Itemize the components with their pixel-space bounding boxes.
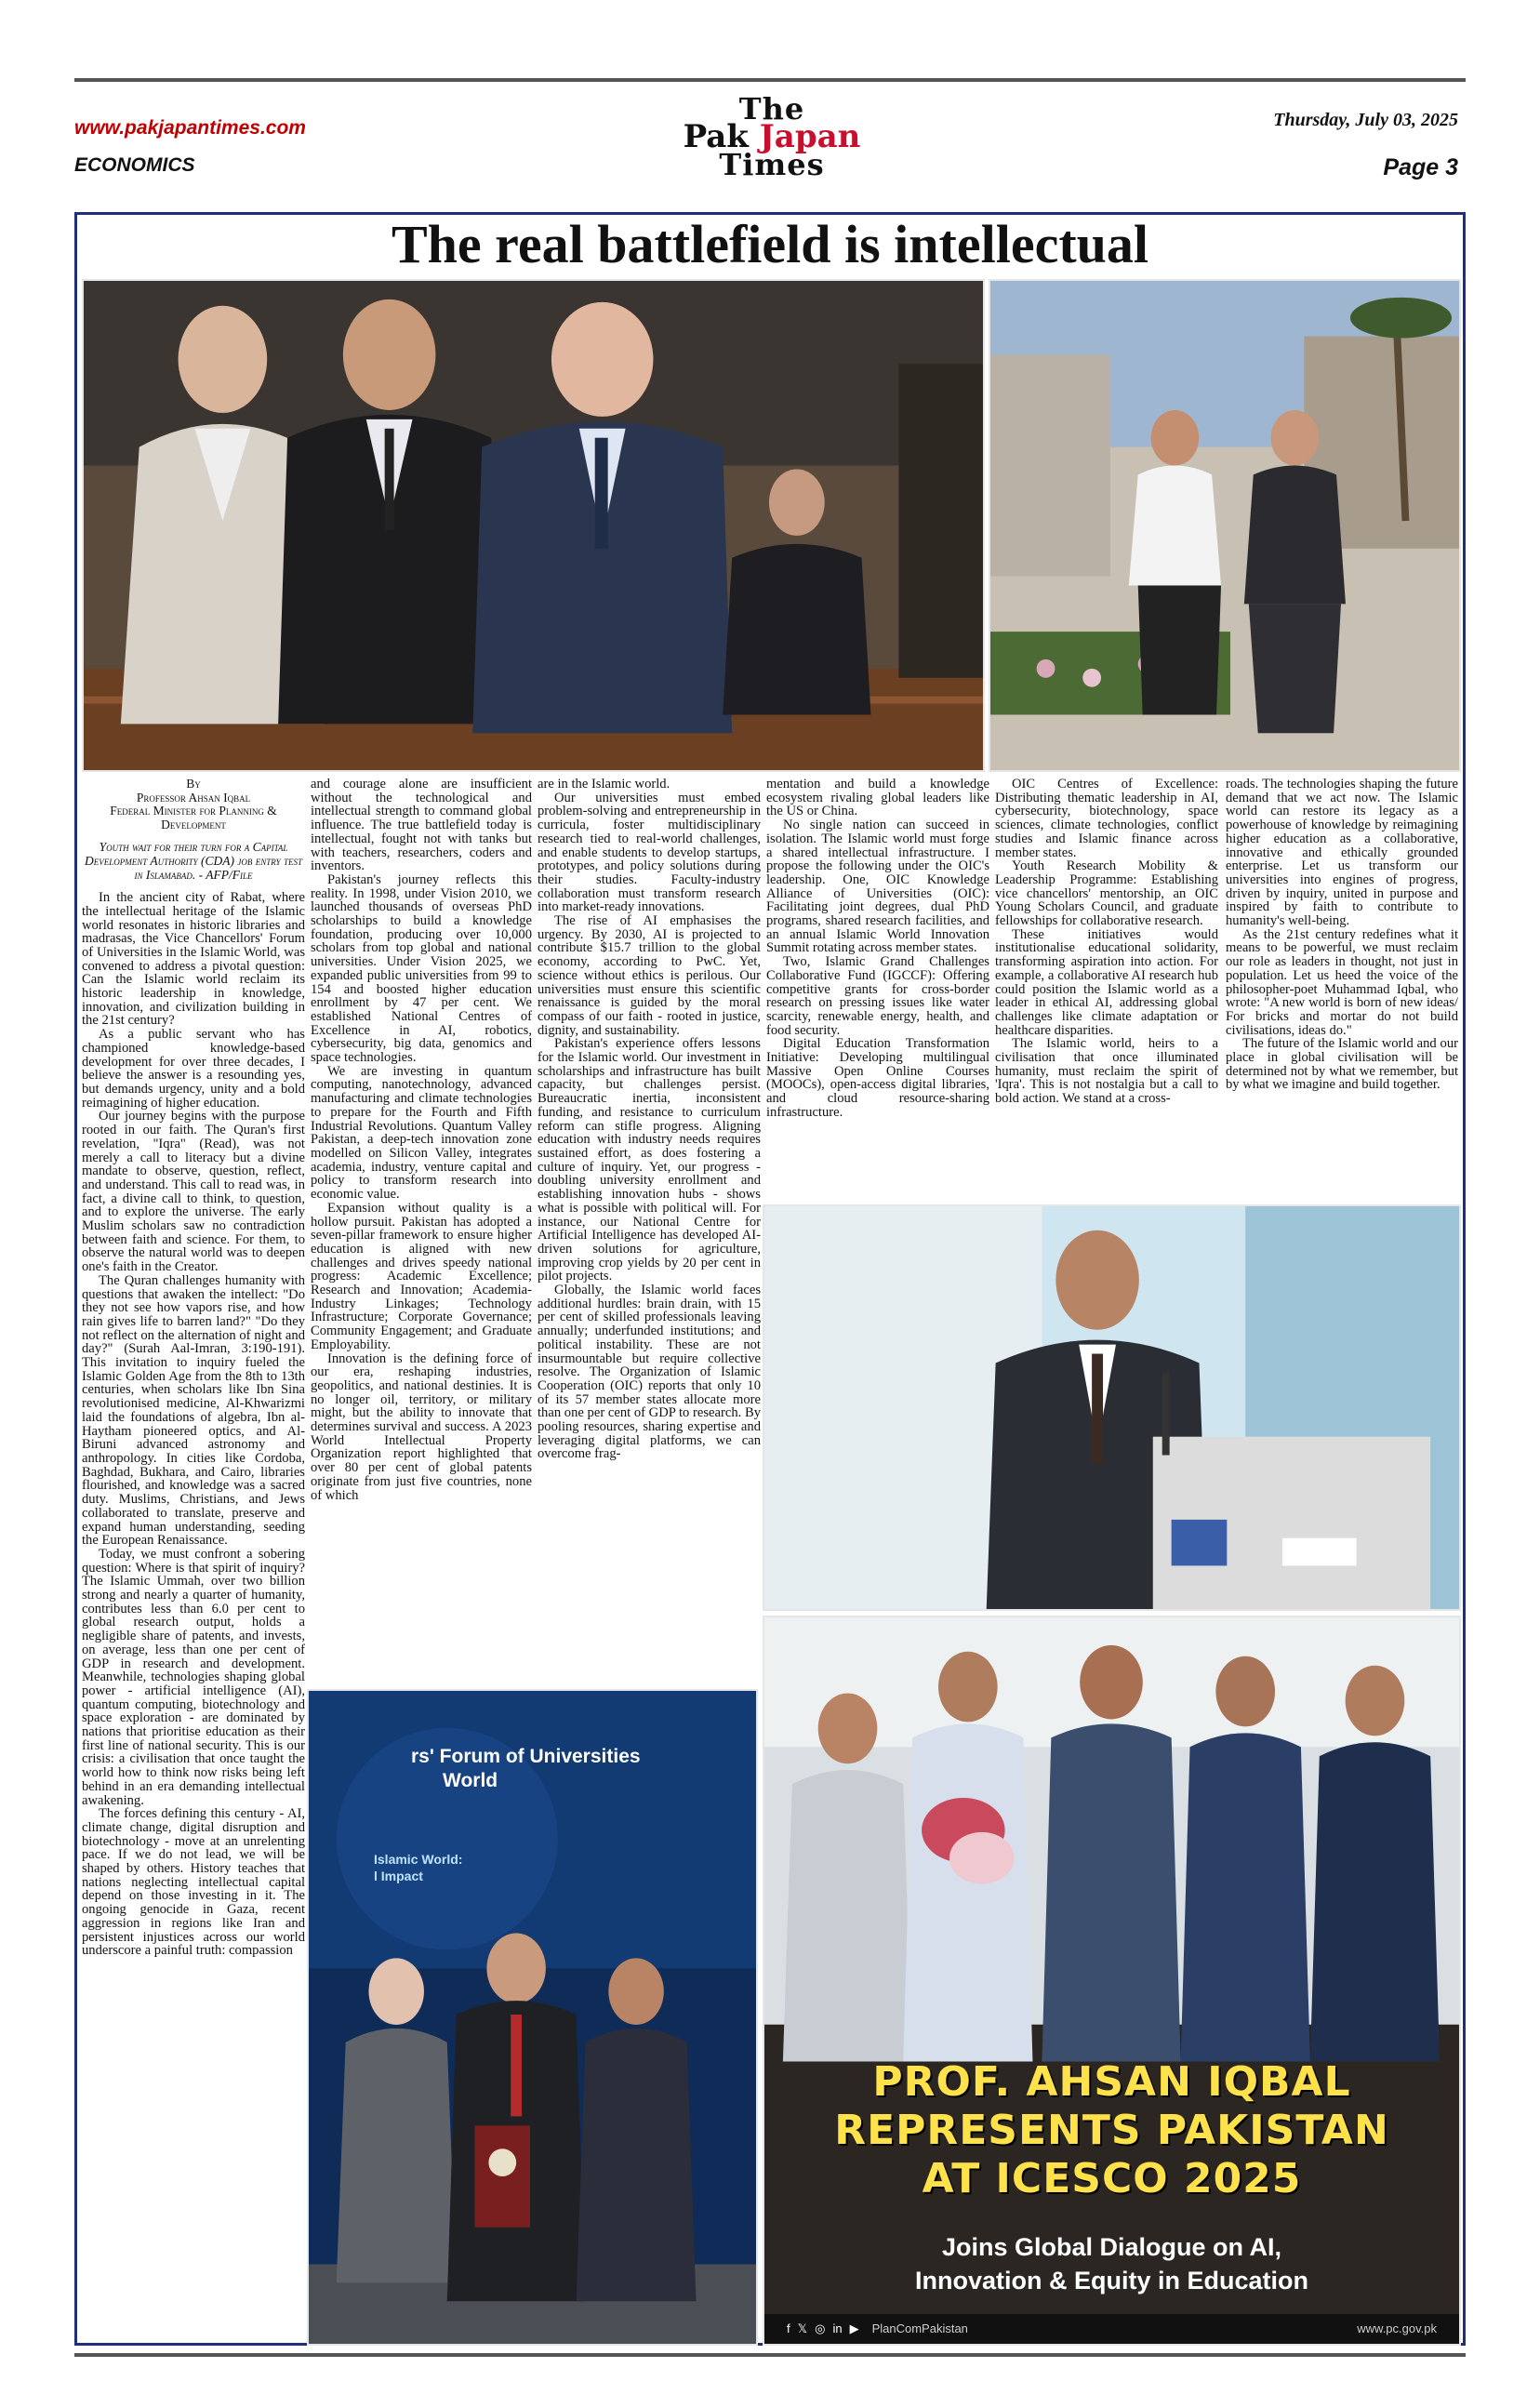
article-column-5 — [995, 778, 1218, 1106]
instagram-icon[interactable]: ◎ — [815, 2321, 826, 2335]
masthead-pak: Pak — [683, 118, 749, 155]
article-column-1 — [82, 778, 305, 1958]
forum-backdrop-line-2: World — [443, 1770, 498, 1791]
website-url[interactable]: www.pakjapantimes.com — [74, 117, 306, 139]
forum-backdrop-text — [411, 1745, 641, 1793]
linkedin-icon[interactable]: in — [832, 2321, 843, 2335]
issue-date: Thursday, July 03, 2025 — [1273, 110, 1458, 130]
photo-seated-officials — [82, 279, 985, 772]
paragraph: Today, we must confront a sobering question: Where is that spirit of inquiry? The Islamic Ummah, over two billion strong and nearly a quarter of humanity, contributes less than 6.0 per cent to global research output, holds a negligible share of patents, and invests, on average, less than one per cent of GDP in research and development. Meanwhile, technologies shaping global power - artificial intelligence (AI), quantum computing, biotechnology and space exploration - are dominated by nations that prioritise education as their first line of national security. This is our crisis: a civilisation that once taught the world how to think now risks being left behind in an era demanding intellectual awakening. — [82, 1546, 305, 1808]
paragraph: Youth Research Mobility & Leadership Programme: Establishing vice chancellors' mentorship, an OIC Young Scholars Council, and graduate fellowships for collaborative research. — [995, 858, 1218, 929]
paragraph: We are investing in quantum computing, nanotechnology, advanced manufacturing and climate technologies to prepare for the Fourth and Fifth Industrial Revolutions. Quantum Valley Pakistan, a deep-tech innovation zone modelled on Silicon Valley, integrates academia, industry, venture capital and policy to transform research into economic value. — [311, 1063, 532, 1203]
byline-title-1: Federal Minister for Planning & — [110, 804, 277, 818]
forum-backdrop-line-3: Islamic World: — [374, 1852, 463, 1867]
forum-backdrop-line-1: rs' Forum of Universities — [411, 1746, 641, 1767]
paragraph: Innovation is the defining force of our era, reshaping industries, geopolitics, and national destinies. It is no longer oil, territory, or military might, but the ability to innovate that determines survival and success. A 2023 World Intellectual Property Organization report highlighted that over 80 per cent of global patents originate from just five countries, none of which — [311, 1350, 532, 1503]
paragraph: and courage alone are insufficient without the technological and intellectual strength to command global influence. The true battlefield today is intellectual, fought not with tanks but with teachers, researchers, coders and inventors. — [311, 777, 532, 874]
headline: The real battlefield is intellectual — [391, 214, 1149, 274]
section-label: ECONOMICS — [74, 154, 195, 176]
byline-by: By — [186, 777, 201, 791]
masthead-logo — [595, 91, 949, 184]
paragraph: Our journey begins with the purpose rooted in our faith. The Quran's first revelation, "Iqra" (Read), was not merely a call to literacy but a divine mandate to observe, question, reflect, and understand. This call to read was, in fact, a divine call to think, to question, and to explore the universe. The early Muslim scholars saw no contradiction between faith and science. For them, to observe the natural world was to deepen one's faith in the Creator. — [82, 1109, 305, 1275]
banner-title-line-2: REPRESENTS PAKISTAN — [834, 2107, 1389, 2154]
photo-walking-outdoors — [989, 279, 1461, 772]
bottom-rule — [74, 2353, 1466, 2357]
banner-title-line-3: AT ICESCO 2025 — [922, 2155, 1302, 2202]
article-column-3 — [538, 778, 761, 1461]
photo-podium-speaker — [763, 1204, 1461, 1611]
banner-subtitle-line-2: Innovation & Equity in Education — [915, 2267, 1308, 2295]
paragraph: Digital Education Transformation Initiative: Developing multilingual Massive Open Online Courses (MOOCs), open-access digital libraries, and cloud resource-sharing infrastructure. — [766, 1036, 989, 1120]
paragraph: The forces defining this century - AI, climate change, digital disruption and biotechnology - move at an unrelenting pace. If we do not lead, we will be shaped by others. History teaches that nations neglecting intellectual capital depend on those investing in it. The ongoing genocide in Gaza, recent aggression in regions like Iran and persistent injustices across our world underscore a painful truth: compassion — [82, 1806, 305, 1959]
banner-subtitle-line-1: Joins Global Dialogue on AI, — [941, 2233, 1282, 2261]
forum-backdrop-subtext — [374, 1851, 462, 1884]
paragraph: Pakistan's experience offers lessons for the Islamic world. Our investment in scholarships and infrastructure has built capacity, but challenges persist. Bureaucratic inertia, inconsistent funding, and resistance to curriculum reform can stifle progress. Aligning education with industry needs requires sustained effort, as does fostering a culture of inquiry. Yet, our progress - doubling university enrollment and establishing innovation hubs - shows what is possible with political will. For instance, our National Centre for Artificial Intelligence has developed AI-driven solutions for agriculture, improving crop yields by 20 per cent in pilot projects. — [538, 1036, 761, 1284]
paragraph: The future of the Islamic world and our place in global civilisation will be determined not by what we remember, but by what we imagine and build together. — [1226, 1036, 1458, 1093]
paragraph: As a public servant who has championed knowledge-based development for over three decades, I believe the answer is a resounding yes, but demands urgency, unity and a bold reimagining of higher education. — [82, 1027, 305, 1111]
masthead-times: Times — [719, 147, 825, 182]
byline-title-2: Development — [161, 817, 226, 831]
banner-footer — [764, 2314, 1459, 2344]
paragraph: No single nation can succeed in isolation. The Islamic world must forge a shared intellectual infrastructure. I propose the following under the OIC's leadership. One, OIC Knowledge Alliance of Universities (OIC): Facilitating joint degrees, dual PhD programs, shared research facilities, and an annual Islamic World Innovation Summit rotating across member states. — [766, 818, 989, 956]
paragraph: are in the Islamic world. — [538, 777, 670, 791]
masthead-japan: Japan — [759, 118, 861, 155]
paragraph: The Quran challenges humanity with questions that awaken the intellect: "Do they not see how vapors rise, and how rain gives life to barren land?" "Do they not reflect on the alternation of night and day?" (Surah Aal-Imran, 3:190-191). This invitation to inquiry fueled the Islamic Golden Age from the 8th to 13th centuries, when scholars like Ibn Sina revolutionised medicine, Al-Khwarizmi laid the foundations of algebra, Ibn al-Haytham pioneered optics, and Al-Biruni advanced astronomy and anthropology. In cities like Cordoba, Baghdad, Bukhara, and Cairo, libraries flourished, and knowledge was a sacred duty. Muslims, Christians, and Jews collaborated to translate, preserve and expand human understanding, seeding the European Renaissance. — [82, 1272, 305, 1549]
paragraph: Expansion without quality is a hollow pursuit. Pakistan has adopted a seven-pillar framework to ensure higher education is aligned with new challenges and drives speedy national progress: Academic Excellence; Research and Innovation; Academia-Industry Linkages; Technology Infrastructure; Corporate Governance; Community Engagement; and Graduate Employability. — [311, 1200, 532, 1352]
byline — [82, 778, 305, 831]
paragraph: The rise of AI emphasises the urgency. By 2030, AI is projected to contribute $15.7 trillion to the global economy, according to PwC. Yet, science without ethics is perilous. Our universities must ensure this scientific renaissance is guided by the moral compass of our faith - rooted in justice, dignity, and sustainability. — [538, 913, 761, 1038]
article-column-4 — [766, 778, 989, 1120]
social-handle: PlanComPakistan — [871, 2321, 968, 2335]
youtube-icon[interactable]: ▶ — [849, 2321, 859, 2335]
paragraph: Our universities must embed problem-solving and entrepreneurship in curricula, foster multidisciplinary research tied to real-world challenges, and enable students to develop startups, prototypes, and policy solutions during their studies. Faculty-industry collaboration must transform research into market-ready innovations. — [538, 790, 761, 915]
paragraph: In the ancient city of Rabat, where the intellectual heritage of the Islamic world resonates in historic libraries and madrasas, the Vice Chancellors' Forum of Universities in the Islamic World, was convened to address a pivotal question: Can the Islamic world reclaim its historic leadership in knowledge, innovation, and civilization building in the 21st century? — [82, 890, 305, 1029]
top-rule — [74, 78, 1466, 82]
paragraph: These initiatives would institutionalise educational solidarity, transforming aspiration into action. For example, a collaborative AI research hub could position the Islamic world as a leader in ethical AI, addressing global challenges like climate adaptation or healthcare disparities. — [995, 926, 1218, 1038]
banner-title-line-1: PROF. AHSAN IQBAL — [872, 2058, 1351, 2106]
article-column-2 — [311, 778, 532, 1502]
forum-backdrop-line-4: l Impact — [374, 1869, 423, 1883]
photo-caption: Youth wait for their turn for a Capital Development Authority (CDA) job entry test in Islamabad. - AFP/File — [85, 840, 302, 882]
paragraph: Pakistan's journey reflects this reality. In 1998, under Vision 2010, we launched thousands of overseas PhD scholarships to build a knowledge foundation, producing over 10,000 scholars from top global and national universities. Under Vision 2025, we expanded public universities from 99 to 154 and boosted higher education enrollment by 47 per cent. We established National Centres of Excellence in AI, robotics, cybersecurity, big data, genomics and space technologies. — [311, 871, 532, 1066]
paragraph: Globally, the Islamic world faces additional hurdles: brain drain, with 15 per cent of skilled professionals leaving annually; underfunded institutions; and political instability. These are not insurmountable but require collective resolve. The Organization of Islamic Cooperation (OIC) reports that only 10 of its 57 member states allocate more than one per cent of GDP to research. By pooling resources, sharing expertise and leveraging digital platforms, we can overcome frag- — [538, 1283, 761, 1462]
paragraph: mentation and build a knowledge ecosystem rivaling global leaders like the US or China. — [766, 777, 989, 819]
paragraph: OIC Centres of Excellence: Distributing thematic leadership in AI, cybersecurity, biotechnology, space sciences, climate technologies, conflict studies and Islamic finance across member states. — [995, 777, 1218, 860]
paragraph: Two, Islamic Grand Challenges Collaborative Fund (IGCCF): Offering competitive grants for cross-border research on pressing issues like water scarcity, renewable energy, health, and food security. — [766, 954, 989, 1038]
facebook-icon[interactable]: f — [787, 2321, 790, 2335]
paragraph: roads. The technologies shaping the future demand that we act now. The Islamic world can restore its legacy as a powerhouse of knowledge by reimagining higher education as a collaborative, innovative and ethically grounded enterprise. Let us transform our universities into engines of progress, driven by inquiry, united in purpose and inspired by faith to contribute to humanity's well-being. — [1226, 777, 1458, 929]
photo-award-presentation — [307, 1689, 758, 2346]
masthead-the: The — [738, 91, 805, 126]
x-icon[interactable]: 𝕏 — [797, 2321, 808, 2335]
byline-author: Professor Ahsan Iqbal — [136, 790, 251, 805]
banner-website[interactable]: www.pc.gov.pk — [1357, 2321, 1437, 2335]
paragraph: As the 21st century redefines what it means to be powerful, we must reclaim our role as leaders in thought, not just in population. Let us heed the voice of the philosopher-poet Muhammad Iqbal, who wrote: "A new world is born of new ideas/ For bricks and mortar do not build civilisations, ideas do." — [1226, 926, 1458, 1038]
page-number: Page 3 — [1383, 154, 1458, 180]
article-column-6 — [1226, 778, 1458, 1092]
photo-icesco-banner — [763, 1616, 1461, 2346]
social-links — [787, 2314, 968, 2344]
paragraph: The Islamic world, heirs to a civilisation that once illuminated humanity, must reclaim the spirit of 'Iqra'. This is not nostalgia but a call to bold action. We stand at a cross- — [995, 1036, 1218, 1107]
